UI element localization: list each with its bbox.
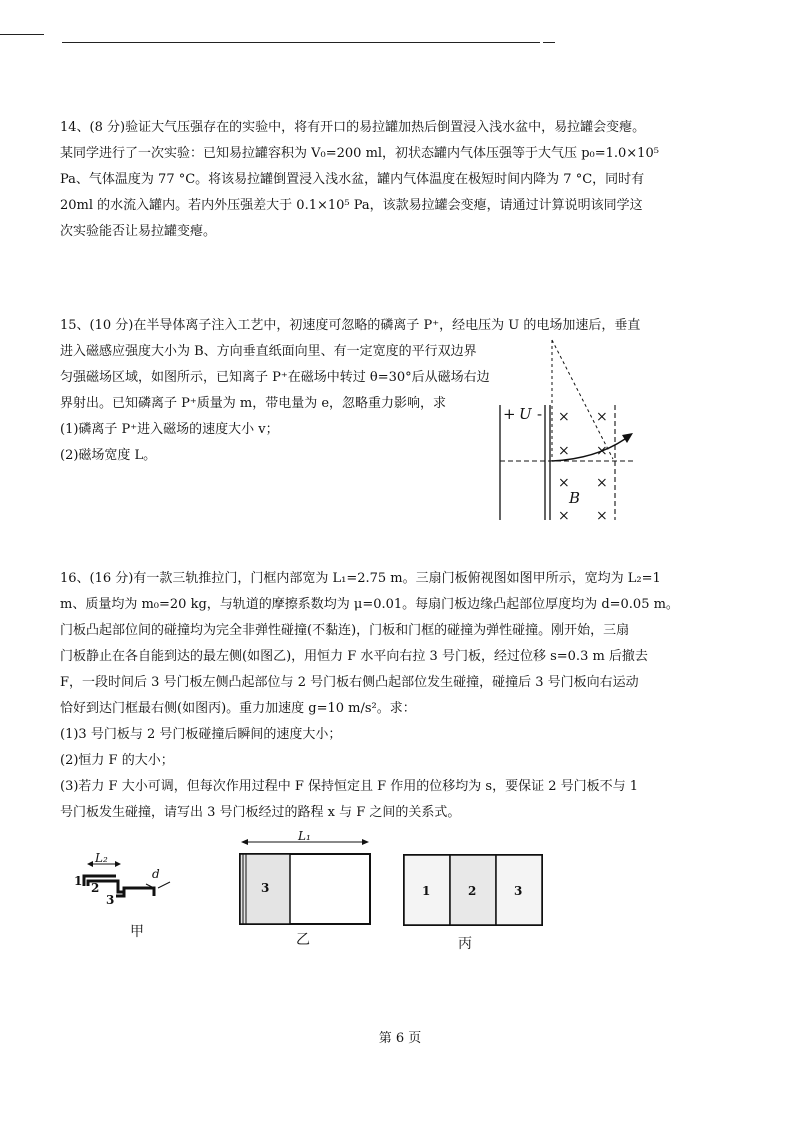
q16-line: 恰好到达门框最右侧(如图丙)。重力加速度 g=10 m/s²。求： [60,701,416,716]
field-cross: × [558,443,570,459]
radius-line-slanted-dashed [552,340,613,459]
panel-3-label: 3 [261,881,270,895]
field-cross: × [596,475,608,491]
l2-label: L₂ [95,851,108,865]
q16-line: 门板静止在各自能到达的最左侧(如图乙)，用恒力 F 水平向右拉 3 号门板，经过位移 s=0.3 m 后撤去 [60,649,648,664]
field-cross: × [558,409,570,425]
l2-arrow-left [87,861,93,867]
voltage-label: U [519,405,532,423]
q15-line: (2)磁场宽度 L。 [60,448,157,463]
q16-line: 16、(16 分)有一款三轨推拉门，门框内部宽为 L₁=2.75 m。三扇门板俯视图如图甲所示，宽均为 L₂=1 [60,571,661,586]
field-cross: × [596,508,608,524]
plate-minus-label: - [537,405,543,423]
l1-label: L₁ [298,829,311,843]
field-cross: × [558,475,570,491]
q16-figure-yi [236,829,376,948]
panel-3-label: 3 [514,884,523,898]
q15-line: (1)磷离子 P⁺进入磁场的速度大小 v； [60,422,279,437]
q14-line: Pa、气体温度为 77 °C。将该易拉罐倒置浸入浅水盆，罐内气体温度在极短时间内降为 7 °C，同时有 [60,172,645,187]
figure-bing-caption: 丙 [458,936,472,952]
magnetic-field-label: B [569,489,581,507]
l1-arrow-left [241,839,248,845]
q15-line: 进入磁感应强度大小为 B、方向垂直纸面向里、有一定宽度的平行双边界 [60,344,477,359]
field-cross: × [596,409,608,425]
q14-line: 14、(8 分)验证大气压强存在的实验中，将有开口的易拉罐加热后倒置浸入浅水盆中，易拉罐会变瘪。 [60,120,646,135]
q15-field-diagram [495,335,655,525]
d-arrow-right [158,882,170,888]
panel-1-label: 1 [74,874,83,888]
plate-plus-label: + [503,405,516,423]
trajectory-arrowhead [622,433,633,443]
q16-line: (3)若力 F 大小可调，但每次作用过程中 F 保持恒定且 F 作用的位移均为 s，要保证 2 号门板不与 1 [60,779,639,794]
field-cross: × [558,508,570,524]
q15-line: 15、(10 分)在半导体离子注入工艺中，初速度可忽略的磷离子 P⁺，经电压为 U 的电场加速后，垂直 [60,318,641,333]
l1-arrow-right [362,839,369,845]
q16-figure-bing [400,850,550,965]
header-rule-left [0,34,44,35]
q16-line: m、质量均为 m₀=20 kg，与轨道的摩擦系数均为 μ=0.01。每扇门板边缘凸起部位厚度均为 d=0.05 m。 [60,597,679,612]
q16-line: F，一段时间后 3 号门板左侧凸起部位与 2 号门板右侧凸起部位发生碰撞，碰撞后 3 号门板向右运动 [60,675,639,690]
q14-line: 某同学进行了一次实验：已知易拉罐容积为 V₀=200 ml，初状态罐内气体压强等于大气压 p₀=1.0×10⁵ [60,146,659,161]
figure-yi-caption: 乙 [296,932,310,948]
panel-2-label: 2 [468,884,477,898]
question-16 [60,566,680,826]
q16-line: 号门板发生碰撞，请写出 3 号门板经过的路程 x 与 F 之间的关系式。 [60,805,461,820]
d-label: d [152,867,160,881]
panel-2-label: 2 [91,881,100,895]
l2-arrow-right [115,861,121,867]
q16-line: 门板凸起部位间的碰撞均为完全非弹性碰撞(不黏连)，门板和门框的碰撞为弹性碰撞。刚开始，三扇 [60,623,630,638]
q16-figure-jia [74,851,200,942]
field-cross: × [596,443,608,459]
panel-1-label: 1 [422,884,431,898]
figure-jia-caption: 甲 [130,924,144,940]
q15-line: 匀强磁场区域，如图所示，已知离子 P⁺在磁场中转过 θ=30°后从磁场右边 [60,370,490,385]
q14-line: 20ml 的水流入罐内。若内外压强差大于 0.1×10⁵ Pa，该款易拉罐会变瘪，请通过计算说明该同学这 [60,198,643,213]
panel-3-label: 3 [106,893,115,907]
header-rule-main [62,42,540,43]
q16-line: (1)3 号门板与 2 号门板碰撞后瞬间的速度大小； [60,727,342,742]
q15-line: 界射出。已知磷离子 P⁺质量为 m，带电量为 e，忽略重力影响，求 [60,396,447,411]
q16-line: (2)恒力 F 的大小； [60,753,174,768]
header-rule-end [543,42,555,43]
q14-line: 次实验能否让易拉罐变瘪。 [60,224,217,239]
page-number: 第 6 页 [378,1031,422,1046]
question-14 [60,115,680,245]
